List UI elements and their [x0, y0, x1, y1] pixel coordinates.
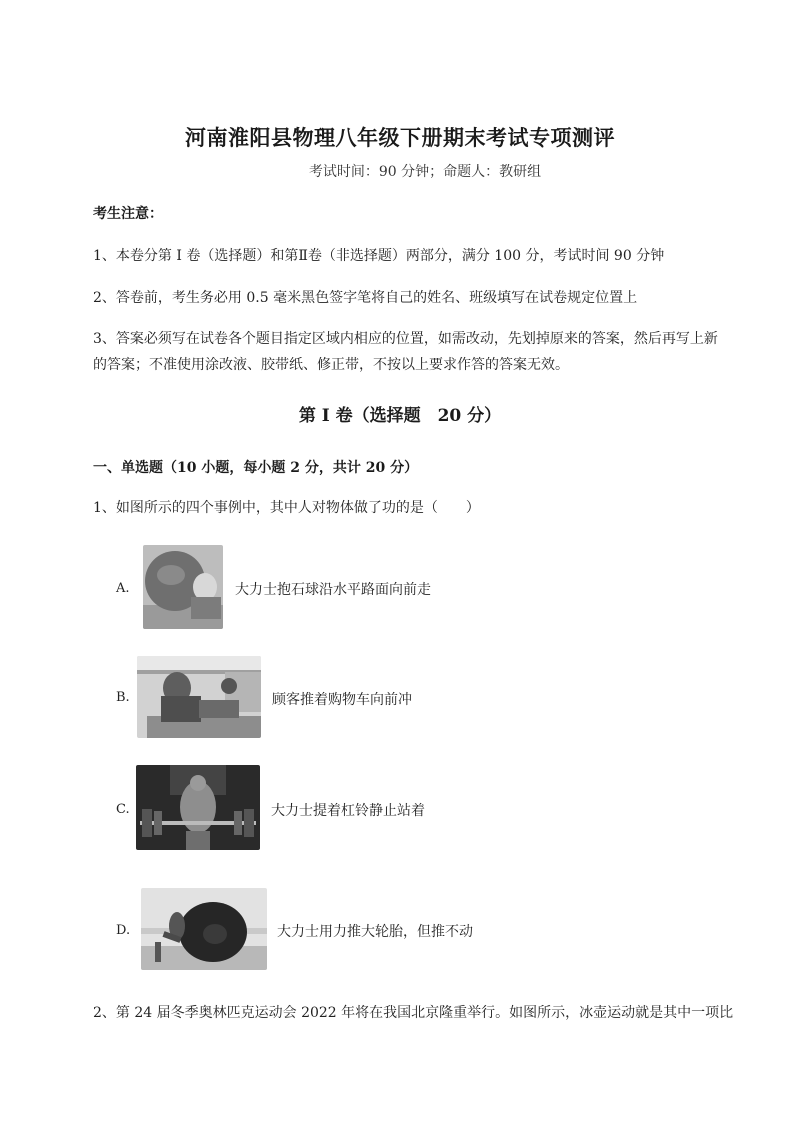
option-c-photo [136, 765, 260, 850]
option-d-text: 大力士用力推大轮胎，但推不动 [277, 924, 473, 940]
section-title: 第 I 卷（选择题 20 分） [298, 406, 502, 426]
option-d-letter: D. [116, 923, 131, 938]
option-c-letter: C. [116, 802, 130, 817]
option-d-photo [141, 888, 267, 970]
page-title: 河南淮阳县物理八年级下册期末考试专项测评 [185, 125, 615, 150]
question-1-stem: 1、如图所示的四个事例中，其中人对物体做了功的是（ ） [93, 500, 480, 516]
option-b-letter: B. [116, 690, 130, 705]
option-b-text: 顾客推着购物车向前冲 [272, 692, 412, 708]
exam-meta: 考试时间：90 分钟；命题人：教研组 [308, 164, 542, 180]
option-a-letter: A. [116, 581, 130, 596]
notice-item-3: 3、答案必须写在试卷各个题目指定区域内相应的位置，如需改动，先划掉原来的答案，然后再写上新的答案；不准使用涂改液、胶带纸、修正带，不按以上要求作答的答案无效。 [93, 331, 718, 373]
question-2-stem: 2、第 24 届冬季奥林匹克运动会 2022 年将在我国北京隆重举行。如图所示，冰壶运动就是其中一项比 [93, 1005, 734, 1021]
part-heading: 一、单选题（10 小题，每小题 2 分，共计 20 分） [93, 460, 419, 476]
notice-item-2: 2、答卷前，考生务必用 0.5 毫米黑色签字笔将自己的姓名、班级填写在试卷规定位置上 [93, 290, 638, 306]
notice-heading: 考生注意： [93, 206, 163, 222]
option-a-text: 大力士抱石球沿水平路面向前走 [235, 582, 431, 598]
option-a-photo [143, 545, 223, 629]
notice-item-1: 1、本卷分第 I 卷（选择题）和第Ⅱ卷（非选择题）两部分，满分 100 分，考试时间 90 分钟 [93, 248, 665, 264]
option-b-photo [137, 656, 261, 738]
option-c-text: 大力士提着杠铃静止站着 [271, 803, 425, 819]
